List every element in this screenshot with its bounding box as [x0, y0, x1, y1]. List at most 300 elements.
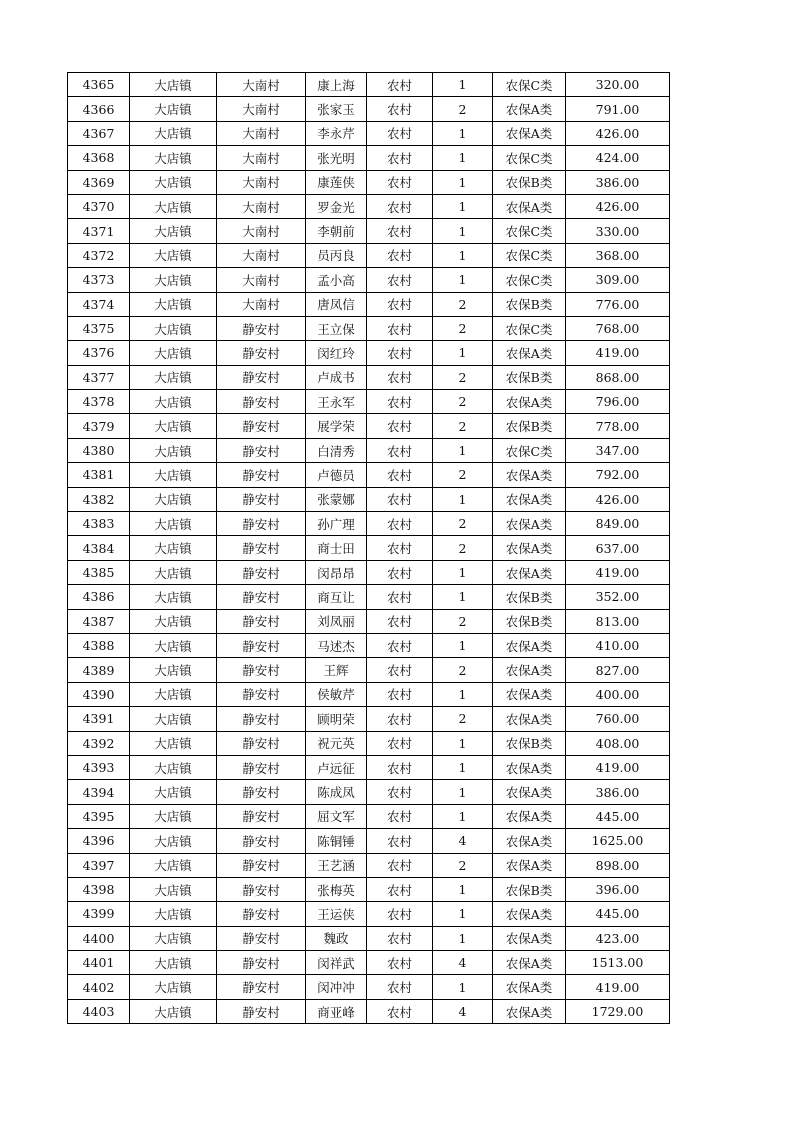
household-size-cell: 2	[433, 97, 493, 121]
insurance-category-cell: 农保A类	[493, 341, 566, 365]
village-cell: 大南村	[217, 121, 306, 145]
serial-number-cell: 4367	[68, 121, 130, 145]
town-cell: 大店镇	[130, 780, 217, 804]
amount-cell: 637.00	[566, 536, 670, 560]
table-row	[68, 512, 670, 536]
household-type-cell: 农村	[367, 146, 433, 170]
village-cell: 静安村	[217, 902, 306, 926]
town-cell: 大店镇	[130, 902, 217, 926]
table-row	[68, 146, 670, 170]
table-row	[68, 414, 670, 438]
amount-cell: 386.00	[566, 170, 670, 194]
table-row	[68, 487, 670, 511]
serial-number-cell: 4385	[68, 560, 130, 584]
insurance-category-cell: 农保A类	[493, 853, 566, 877]
household-type-cell: 农村	[367, 682, 433, 706]
serial-number-cell: 4384	[68, 536, 130, 560]
village-cell: 大南村	[217, 146, 306, 170]
town-cell: 大店镇	[130, 877, 217, 901]
town-cell: 大店镇	[130, 951, 217, 975]
household-type-cell: 农村	[367, 902, 433, 926]
household-type-cell: 农村	[367, 951, 433, 975]
insurance-category-cell: 农保C类	[493, 243, 566, 267]
table-row	[68, 975, 670, 999]
serial-number-cell: 4368	[68, 146, 130, 170]
name-cell: 康上海	[306, 73, 367, 97]
name-cell: 张光明	[306, 146, 367, 170]
town-cell: 大店镇	[130, 707, 217, 731]
town-cell: 大店镇	[130, 633, 217, 657]
name-cell: 张蒙娜	[306, 487, 367, 511]
insurance-category-cell: 农保A类	[493, 975, 566, 999]
village-cell: 静安村	[217, 780, 306, 804]
household-type-cell: 农村	[367, 268, 433, 292]
insurance-category-cell: 农保A类	[493, 390, 566, 414]
name-cell: 孟小高	[306, 268, 367, 292]
village-cell: 静安村	[217, 365, 306, 389]
household-size-cell: 2	[433, 292, 493, 316]
household-size-cell: 1	[433, 731, 493, 755]
table-row	[68, 438, 670, 462]
name-cell: 展学荣	[306, 414, 367, 438]
household-size-cell: 1	[433, 219, 493, 243]
amount-cell: 426.00	[566, 487, 670, 511]
serial-number-cell: 4379	[68, 414, 130, 438]
village-cell: 静安村	[217, 755, 306, 779]
amount-cell: 320.00	[566, 73, 670, 97]
town-cell: 大店镇	[130, 219, 217, 243]
insurance-category-cell: 农保B类	[493, 365, 566, 389]
table-row	[68, 609, 670, 633]
household-type-cell: 农村	[367, 487, 433, 511]
village-cell: 静安村	[217, 316, 306, 340]
insurance-category-cell: 农保A类	[493, 487, 566, 511]
name-cell: 陈成凤	[306, 780, 367, 804]
name-cell: 陈铜锤	[306, 829, 367, 853]
household-size-cell: 2	[433, 536, 493, 560]
serial-number-cell: 4400	[68, 926, 130, 950]
village-cell: 静安村	[217, 804, 306, 828]
amount-cell: 868.00	[566, 365, 670, 389]
amount-cell: 347.00	[566, 438, 670, 462]
household-type-cell: 农村	[367, 73, 433, 97]
serial-number-cell: 4387	[68, 609, 130, 633]
insurance-category-cell: 农保A类	[493, 633, 566, 657]
household-type-cell: 农村	[367, 609, 433, 633]
table-row	[68, 682, 670, 706]
serial-number-cell: 4386	[68, 585, 130, 609]
insurance-category-cell: 农保A类	[493, 804, 566, 828]
household-type-cell: 农村	[367, 658, 433, 682]
name-cell: 王辉	[306, 658, 367, 682]
insurance-category-cell: 农保A类	[493, 707, 566, 731]
household-size-cell: 2	[433, 658, 493, 682]
name-cell: 王艺涵	[306, 853, 367, 877]
table-row	[68, 585, 670, 609]
serial-number-cell: 4389	[68, 658, 130, 682]
household-type-cell: 农村	[367, 585, 433, 609]
town-cell: 大店镇	[130, 341, 217, 365]
insurance-category-cell: 农保B类	[493, 292, 566, 316]
insurance-category-cell: 农保A类	[493, 926, 566, 950]
name-cell: 王运侠	[306, 902, 367, 926]
village-cell: 静安村	[217, 414, 306, 438]
household-size-cell: 1	[433, 268, 493, 292]
serial-number-cell: 4365	[68, 73, 130, 97]
name-cell: 商士田	[306, 536, 367, 560]
amount-cell: 424.00	[566, 146, 670, 170]
household-size-cell: 1	[433, 633, 493, 657]
household-type-cell: 农村	[367, 121, 433, 145]
serial-number-cell: 4399	[68, 902, 130, 926]
household-size-cell: 2	[433, 853, 493, 877]
name-cell: 侯敏芹	[306, 682, 367, 706]
village-cell: 静安村	[217, 585, 306, 609]
insurance-category-cell: 农保A类	[493, 951, 566, 975]
name-cell: 顾明荣	[306, 707, 367, 731]
table-row	[68, 926, 670, 950]
town-cell: 大店镇	[130, 926, 217, 950]
table-row	[68, 951, 670, 975]
village-cell: 静安村	[217, 731, 306, 755]
village-cell: 静安村	[217, 999, 306, 1023]
amount-cell: 827.00	[566, 658, 670, 682]
village-cell: 静安村	[217, 707, 306, 731]
serial-number-cell: 4397	[68, 853, 130, 877]
household-type-cell: 农村	[367, 853, 433, 877]
household-size-cell: 4	[433, 999, 493, 1023]
name-cell: 闵冲冲	[306, 975, 367, 999]
name-cell: 卢德员	[306, 463, 367, 487]
household-type-cell: 农村	[367, 975, 433, 999]
table-row	[68, 707, 670, 731]
serial-number-cell: 4376	[68, 341, 130, 365]
name-cell: 张家玉	[306, 97, 367, 121]
serial-number-cell: 4393	[68, 755, 130, 779]
insurance-category-cell: 农保B类	[493, 609, 566, 633]
table-row	[68, 731, 670, 755]
household-size-cell: 1	[433, 926, 493, 950]
insurance-category-cell: 农保A类	[493, 463, 566, 487]
amount-cell: 792.00	[566, 463, 670, 487]
village-cell: 静安村	[217, 438, 306, 462]
village-cell: 静安村	[217, 633, 306, 657]
table-row	[68, 804, 670, 828]
table-row	[68, 365, 670, 389]
table-row	[68, 658, 670, 682]
serial-number-cell: 4381	[68, 463, 130, 487]
serial-number-cell: 4377	[68, 365, 130, 389]
amount-cell: 400.00	[566, 682, 670, 706]
village-cell: 静安村	[217, 341, 306, 365]
town-cell: 大店镇	[130, 755, 217, 779]
serial-number-cell: 4388	[68, 633, 130, 657]
household-size-cell: 1	[433, 755, 493, 779]
insurance-category-cell: 农保A类	[493, 512, 566, 536]
serial-number-cell: 4402	[68, 975, 130, 999]
household-type-cell: 农村	[367, 194, 433, 218]
town-cell: 大店镇	[130, 292, 217, 316]
amount-cell: 445.00	[566, 804, 670, 828]
serial-number-cell: 4366	[68, 97, 130, 121]
table-row	[68, 877, 670, 901]
insurance-category-cell: 农保C类	[493, 316, 566, 340]
amount-cell: 410.00	[566, 633, 670, 657]
table-body	[68, 73, 670, 1024]
amount-cell: 778.00	[566, 414, 670, 438]
amount-cell: 423.00	[566, 926, 670, 950]
name-cell: 康莲侠	[306, 170, 367, 194]
name-cell: 刘凤丽	[306, 609, 367, 633]
household-type-cell: 农村	[367, 731, 433, 755]
village-cell: 静安村	[217, 926, 306, 950]
name-cell: 商亚峰	[306, 999, 367, 1023]
village-cell: 大南村	[217, 194, 306, 218]
amount-cell: 330.00	[566, 219, 670, 243]
table-row	[68, 316, 670, 340]
village-cell: 静安村	[217, 609, 306, 633]
amount-cell: 1625.00	[566, 829, 670, 853]
serial-number-cell: 4390	[68, 682, 130, 706]
table-row	[68, 780, 670, 804]
town-cell: 大店镇	[130, 73, 217, 97]
insurance-category-cell: 农保A类	[493, 682, 566, 706]
table-row	[68, 121, 670, 145]
amount-cell: 768.00	[566, 316, 670, 340]
amount-cell: 796.00	[566, 390, 670, 414]
insurance-category-cell: 农保C类	[493, 146, 566, 170]
household-size-cell: 1	[433, 560, 493, 584]
amount-cell: 813.00	[566, 609, 670, 633]
town-cell: 大店镇	[130, 853, 217, 877]
table-row	[68, 170, 670, 194]
insurance-category-cell: 农保C类	[493, 438, 566, 462]
insurance-category-cell: 农保A类	[493, 902, 566, 926]
town-cell: 大店镇	[130, 975, 217, 999]
household-type-cell: 农村	[367, 219, 433, 243]
table-row	[68, 633, 670, 657]
serial-number-cell: 4383	[68, 512, 130, 536]
household-type-cell: 农村	[367, 390, 433, 414]
insurance-category-cell: 农保B类	[493, 585, 566, 609]
village-cell: 大南村	[217, 170, 306, 194]
name-cell: 魏政	[306, 926, 367, 950]
household-size-cell: 1	[433, 121, 493, 145]
amount-cell: 419.00	[566, 341, 670, 365]
insurance-category-cell: 农保B类	[493, 877, 566, 901]
town-cell: 大店镇	[130, 487, 217, 511]
village-cell: 静安村	[217, 682, 306, 706]
village-cell: 静安村	[217, 560, 306, 584]
household-size-cell: 2	[433, 512, 493, 536]
household-size-cell: 1	[433, 487, 493, 511]
insurance-category-cell: 农保C类	[493, 73, 566, 97]
town-cell: 大店镇	[130, 97, 217, 121]
village-cell: 静安村	[217, 658, 306, 682]
village-cell: 静安村	[217, 853, 306, 877]
household-size-cell: 1	[433, 243, 493, 267]
town-cell: 大店镇	[130, 414, 217, 438]
name-cell: 商互让	[306, 585, 367, 609]
serial-number-cell: 4370	[68, 194, 130, 218]
table-row	[68, 999, 670, 1023]
amount-cell: 776.00	[566, 292, 670, 316]
table-row	[68, 390, 670, 414]
town-cell: 大店镇	[130, 829, 217, 853]
name-cell: 罗金光	[306, 194, 367, 218]
household-size-cell: 2	[433, 414, 493, 438]
serial-number-cell: 4373	[68, 268, 130, 292]
town-cell: 大店镇	[130, 170, 217, 194]
insurance-category-cell: 农保A类	[493, 829, 566, 853]
name-cell: 卢成书	[306, 365, 367, 389]
town-cell: 大店镇	[130, 609, 217, 633]
town-cell: 大店镇	[130, 365, 217, 389]
insurance-category-cell: 农保A类	[493, 755, 566, 779]
household-type-cell: 农村	[367, 463, 433, 487]
household-type-cell: 农村	[367, 170, 433, 194]
town-cell: 大店镇	[130, 804, 217, 828]
serial-number-cell: 4371	[68, 219, 130, 243]
table-row	[68, 219, 670, 243]
insurance-category-cell: 农保A类	[493, 194, 566, 218]
serial-number-cell: 4380	[68, 438, 130, 462]
serial-number-cell: 4403	[68, 999, 130, 1023]
amount-cell: 408.00	[566, 731, 670, 755]
household-size-cell: 1	[433, 341, 493, 365]
table-row	[68, 73, 670, 97]
town-cell: 大店镇	[130, 512, 217, 536]
household-type-cell: 农村	[367, 926, 433, 950]
name-cell: 孙广理	[306, 512, 367, 536]
table-row	[68, 97, 670, 121]
household-size-cell: 2	[433, 609, 493, 633]
town-cell: 大店镇	[130, 390, 217, 414]
village-cell: 静安村	[217, 536, 306, 560]
town-cell: 大店镇	[130, 536, 217, 560]
serial-number-cell: 4378	[68, 390, 130, 414]
town-cell: 大店镇	[130, 243, 217, 267]
insurance-category-cell: 农保A类	[493, 658, 566, 682]
household-type-cell: 农村	[367, 512, 433, 536]
amount-cell: 849.00	[566, 512, 670, 536]
household-size-cell: 1	[433, 585, 493, 609]
household-type-cell: 农村	[367, 560, 433, 584]
village-cell: 大南村	[217, 268, 306, 292]
serial-number-cell: 4369	[68, 170, 130, 194]
amount-cell: 396.00	[566, 877, 670, 901]
village-cell: 静安村	[217, 951, 306, 975]
amount-cell: 1729.00	[566, 999, 670, 1023]
serial-number-cell: 4394	[68, 780, 130, 804]
household-size-cell: 1	[433, 194, 493, 218]
village-cell: 大南村	[217, 73, 306, 97]
town-cell: 大店镇	[130, 560, 217, 584]
name-cell: 张梅英	[306, 877, 367, 901]
table-row	[68, 268, 670, 292]
serial-number-cell: 4401	[68, 951, 130, 975]
amount-cell: 426.00	[566, 194, 670, 218]
household-type-cell: 农村	[367, 97, 433, 121]
serial-number-cell: 4391	[68, 707, 130, 731]
insurance-category-cell: 农保B类	[493, 170, 566, 194]
table-row	[68, 829, 670, 853]
name-cell: 白清秀	[306, 438, 367, 462]
household-size-cell: 1	[433, 438, 493, 462]
name-cell: 唐凤信	[306, 292, 367, 316]
village-cell: 静安村	[217, 829, 306, 853]
town-cell: 大店镇	[130, 121, 217, 145]
name-cell: 李朝前	[306, 219, 367, 243]
household-type-cell: 农村	[367, 414, 433, 438]
household-size-cell: 1	[433, 804, 493, 828]
town-cell: 大店镇	[130, 585, 217, 609]
amount-cell: 419.00	[566, 975, 670, 999]
insurance-category-cell: 农保A类	[493, 97, 566, 121]
serial-number-cell: 4382	[68, 487, 130, 511]
household-size-cell: 2	[433, 463, 493, 487]
amount-cell: 426.00	[566, 121, 670, 145]
name-cell: 祝元英	[306, 731, 367, 755]
household-type-cell: 农村	[367, 755, 433, 779]
name-cell: 卢远征	[306, 755, 367, 779]
data-table	[67, 72, 670, 1024]
town-cell: 大店镇	[130, 658, 217, 682]
serial-number-cell: 4396	[68, 829, 130, 853]
town-cell: 大店镇	[130, 463, 217, 487]
amount-cell: 352.00	[566, 585, 670, 609]
amount-cell: 791.00	[566, 97, 670, 121]
name-cell: 闵昂昂	[306, 560, 367, 584]
table-row	[68, 341, 670, 365]
village-cell: 静安村	[217, 975, 306, 999]
household-size-cell: 1	[433, 146, 493, 170]
insurance-category-cell: 农保B类	[493, 731, 566, 755]
household-type-cell: 农村	[367, 804, 433, 828]
village-cell: 静安村	[217, 487, 306, 511]
household-size-cell: 4	[433, 951, 493, 975]
name-cell: 王立保	[306, 316, 367, 340]
serial-number-cell: 4372	[68, 243, 130, 267]
household-type-cell: 农村	[367, 316, 433, 340]
amount-cell: 445.00	[566, 902, 670, 926]
household-type-cell: 农村	[367, 365, 433, 389]
town-cell: 大店镇	[130, 316, 217, 340]
household-type-cell: 农村	[367, 633, 433, 657]
insurance-category-cell: 农保B类	[493, 414, 566, 438]
household-size-cell: 2	[433, 316, 493, 340]
household-size-cell: 4	[433, 829, 493, 853]
insurance-category-cell: 农保A类	[493, 560, 566, 584]
amount-cell: 760.00	[566, 707, 670, 731]
household-size-cell: 1	[433, 877, 493, 901]
household-type-cell: 农村	[367, 536, 433, 560]
name-cell: 闵红玲	[306, 341, 367, 365]
household-size-cell: 2	[433, 707, 493, 731]
name-cell: 李永芹	[306, 121, 367, 145]
amount-cell: 1513.00	[566, 951, 670, 975]
household-type-cell: 农村	[367, 243, 433, 267]
table-row	[68, 902, 670, 926]
village-cell: 大南村	[217, 243, 306, 267]
household-type-cell: 农村	[367, 438, 433, 462]
amount-cell: 419.00	[566, 755, 670, 779]
town-cell: 大店镇	[130, 146, 217, 170]
insurance-category-cell: 农保C类	[493, 268, 566, 292]
household-size-cell: 1	[433, 975, 493, 999]
household-type-cell: 农村	[367, 829, 433, 853]
name-cell: 马述杰	[306, 633, 367, 657]
